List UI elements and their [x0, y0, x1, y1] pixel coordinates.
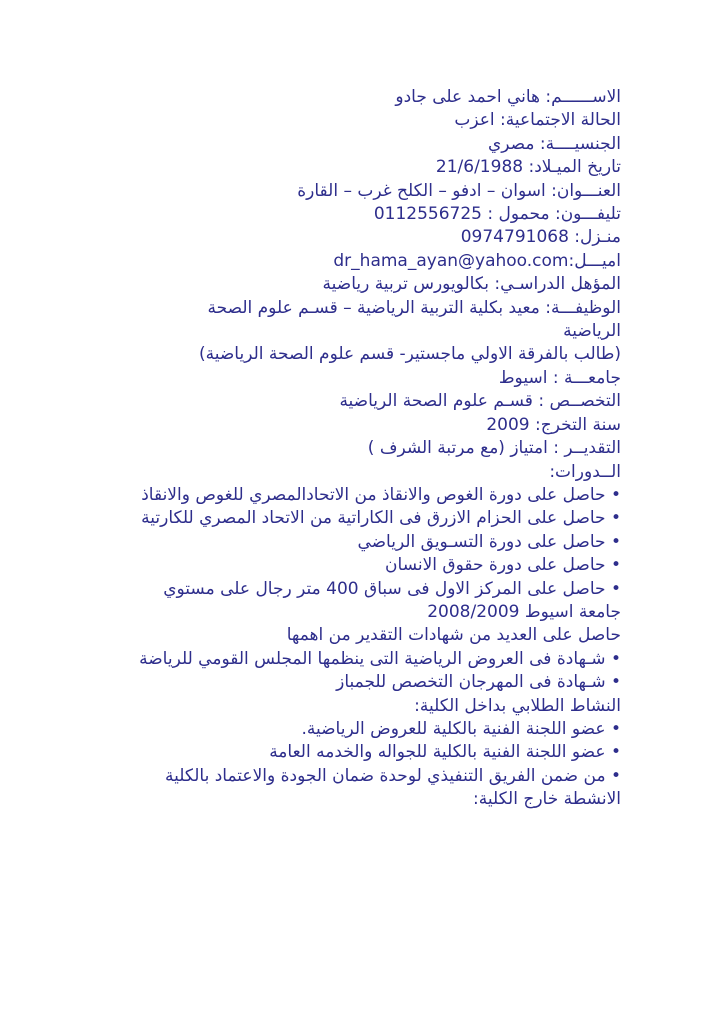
university-line: جامعـــة : اسيوط	[498, 367, 621, 388]
certificates-line: حاصل على العديد من شهادات التقدير من اهمها	[286, 625, 621, 646]
specialty-line: التخصــص : قسـم علوم الصحة الرياضية	[339, 391, 621, 412]
address-line: العنـــوان: اسوان – ادفو – الكلح غرب – القارة	[297, 180, 621, 201]
phone-line: تليفـــون: محمول : 0112556725	[373, 204, 621, 225]
courses-heading: الــدورات:	[549, 461, 621, 482]
activity-item: • عضو اللجنة الفنية بالكلية للجواله والخدمه العامة	[269, 742, 621, 763]
activity-item: • من ضمن الفريق التنفيذي لوحدة ضمان الجودة والاعتماد بالكلية	[164, 765, 621, 786]
course-item: • حاصل على دورة التسـويق الرياضي	[357, 531, 621, 552]
email-line: اميـــل:dr_hama_ayan@yahoo.com	[333, 250, 621, 271]
job-line-continued: الرياضية	[563, 321, 621, 342]
outside-activities-heading: الانشطة خارج الكلية:	[473, 789, 621, 810]
home-phone-line: منـزل: 0974791068	[460, 227, 621, 248]
name-line: الاســــــم: هاني احمد على جادو	[395, 87, 621, 107]
certificate-item: • شـهادة فى المهرجان التخصص للجمباز	[336, 672, 621, 693]
course-item: • حاصل على المركز الاول فى سباق 400 متر رجال على مستوي جامعة اسيوط 2008/2009	[163, 578, 621, 622]
course-item: • حاصل على الحزام الازرق فى الكاراتية من الاتحاد المصري للكارتية	[141, 508, 621, 529]
job-line: الوظيفـــة: معيد بكلية التربية الرياضية – قسـم علوم الصحة	[207, 297, 621, 318]
student-status-line: (طالب بالفرقة الاولي ماجستير- قسم علوم الصحة الرياضية)	[199, 344, 621, 365]
activity-item: • عضو اللجنة الفنية بالكلية للعروض الرياضية.	[301, 718, 621, 739]
cv-document	[121, 86, 621, 812]
birth-date-line: تاريخ الميـلاد: 21/6/1988	[435, 157, 621, 178]
grade-line: التقديــر : امتياز (مع مرتبة الشرف )	[367, 438, 621, 459]
certificate-item: • شـهادة فى العروض الرياضية التى ينظمها المجلس القومي للرياضة	[139, 648, 621, 669]
activity-heading: النشاط الطلابي بداخل الكلية:	[414, 695, 621, 716]
course-item: • حاصل على دورة حقوق الانسان	[385, 555, 621, 576]
marital-status-line: الحالة الاجتماعية: اعزب	[454, 110, 621, 131]
qualification-line: المؤهل الدراسـي: بكالويورس تربية رياضية	[322, 274, 621, 295]
nationality-line: الجنسيــــة: مصري	[487, 133, 621, 154]
graduation-year-line: سنة التخرج: 2009	[486, 414, 621, 435]
course-item: • حاصل على دورة الغوص والانقاذ من الاتحادالمصري للغوص والانقاذ	[141, 484, 621, 505]
